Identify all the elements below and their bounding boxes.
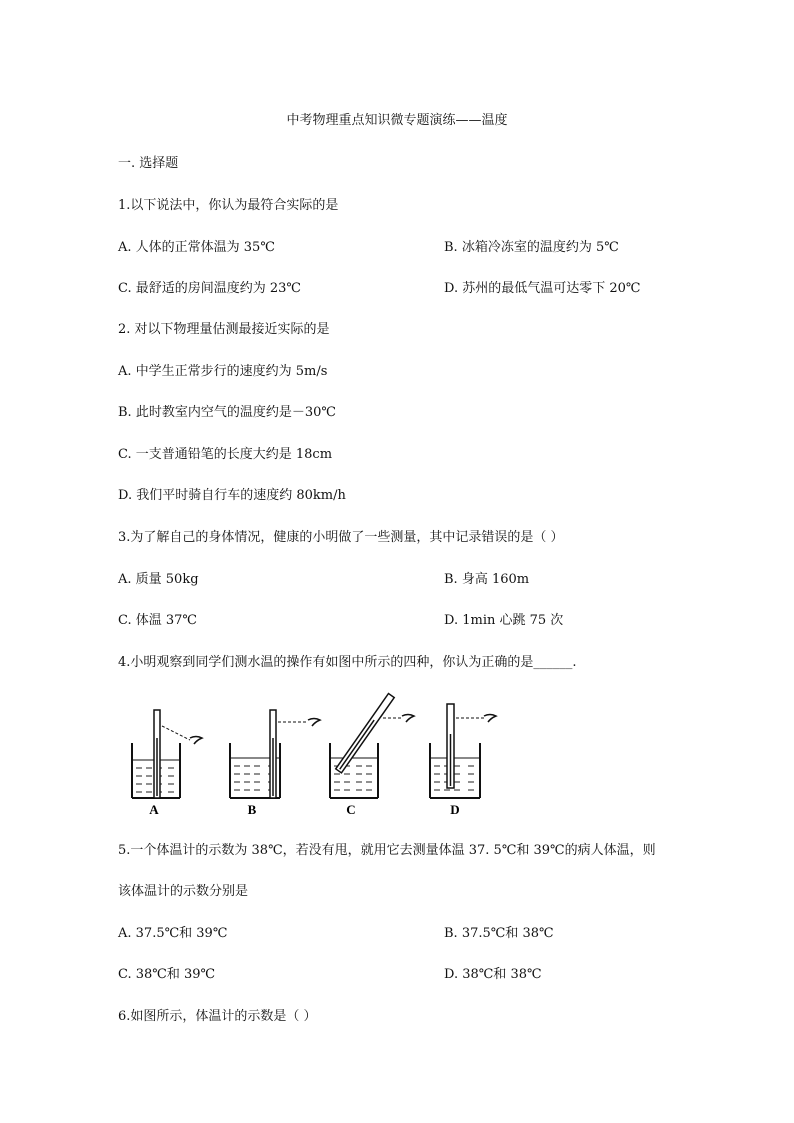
section-heading: 一. 选择题 (118, 156, 179, 171)
question-5-stem-line1: 5.一个体温计的示数为 38℃，若没有甩，就用它去测量体温 37. 5℃和 39℃的病人体温，则 (118, 843, 656, 858)
beaker-c (330, 694, 414, 817)
page-title: 中考物理重点知识微专题演练——温度 (286, 113, 508, 128)
question-5-option-c: C. 38℃和 39℃ (118, 967, 216, 982)
question-2-option-d: D. 我们平时骑自行车的速度约 80km/h (118, 488, 346, 503)
question-3-option-d: D. 1min 心跳 75 次 (444, 613, 564, 628)
beaker-b (230, 710, 320, 817)
figure-label-c: C (346, 802, 356, 817)
question-3-option-a: A. 质量 50kg (118, 572, 199, 587)
question-1-stem: 1.以下说法中，你认为最符合实际的是 (118, 198, 339, 213)
question-5-option-b: B. 37.5℃和 38℃ (444, 926, 554, 941)
question-2-stem: 2. 对以下物理量估测最接近实际的是 (118, 322, 330, 337)
question-5-stem-line2: 该体温计的示数分别是 (118, 884, 249, 899)
question-1-option-d: D. 苏州的最低气温可达零下 20℃ (444, 281, 641, 296)
question-2-option-b: B. 此时教室内空气的温度约是－30℃ (118, 405, 336, 420)
question-3-stem: 3.为了解自己的身体情况，健康的小明做了一些测量，其中记录错误的是（ ） (118, 530, 564, 545)
question-5-option-a: A. 37.5℃和 39℃ (118, 926, 228, 941)
figure-label-b: B (247, 802, 257, 817)
question-1-option-a: A. 人体的正常体温为 35℃ (118, 240, 275, 255)
question-3-option-c: C. 体温 37℃ (118, 613, 197, 628)
beaker-d (430, 704, 496, 817)
question-5-option-d: D. 38℃和 38℃ (444, 967, 542, 982)
question-2-option-c: C. 一支普通铅笔的长度大约是 18cm (118, 447, 333, 462)
question-6-stem: 6.如图所示，体温计的示数是（ ） (118, 1009, 317, 1024)
beaker-a (132, 710, 202, 817)
question-4-stem: 4.小明观察到同学们测水温的操作有如图中所示的四种，你认为正确的是______. (118, 655, 577, 670)
question-3-option-b: B. 身高 160m (444, 572, 530, 587)
figure-label-a: A (149, 802, 159, 817)
question-2-option-a: A. 中学生正常步行的速度约为 5m/s (118, 364, 328, 379)
figure-label-d: D (450, 802, 460, 817)
thermometer-figure (118, 688, 518, 823)
question-1-option-b: B. 冰箱冷冻室的温度约为 5℃ (444, 240, 619, 255)
question-1-option-c: C. 最舒适的房间温度约为 23℃ (118, 281, 301, 296)
